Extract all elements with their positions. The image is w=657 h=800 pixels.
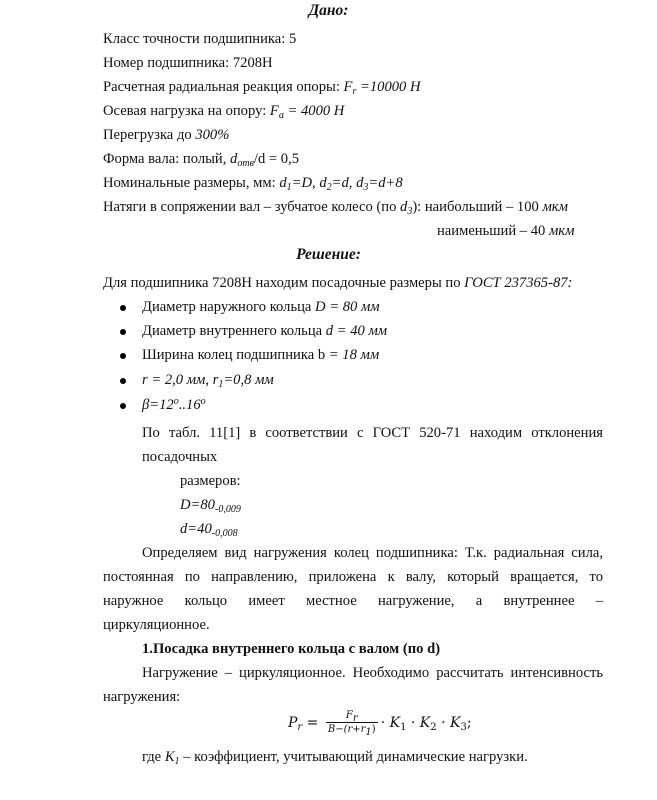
inner-diameter-item: Диаметр внутреннего кольца d = 40 мм (142, 323, 388, 339)
overload-line: Перегрузка до 300% (103, 127, 230, 143)
bullet-dot (120, 329, 126, 335)
shaft-shape-line: Форма вала: полый, $d_{отв}/d = 0,5$ (103, 151, 300, 169)
load-type-line-2: постоянная по направлению, приложена к валу, который вращается, то (103, 569, 603, 585)
table-deviation-line-2: посадочных (142, 449, 218, 465)
sizes-word: размеров: (180, 473, 241, 489)
bullet-dot (120, 305, 126, 311)
bearing-number-line: Номер подшипника: 7208Н (103, 55, 273, 71)
load-intensity-formula: $P_r$ = $\frac{F_r}{B-(r+r_1)}$ · $K_1 \cdot K_2 \cdot K_3$; (288, 710, 472, 738)
radial-load-line: Расчетная радиальная реакция опоры: $F_r =10000$ Н (103, 79, 421, 97)
formula-fraction: $\frac{F_r}{B-(r+r_1)}$ (327, 710, 376, 738)
where-line: где $K_1$ – коэффициент, учитывающий динамические нагрузки. (142, 749, 528, 767)
intro-line: Для подшипника 7208Н находим посадочные размеры по ГОСТ 237365-87: (103, 275, 573, 291)
load-type-line-3: наружное кольцо имеет местное нагружение, а внутреннее – (103, 593, 603, 609)
section-1-heading: 1.Посадка внутреннего кольца с валом (по d) (142, 641, 441, 657)
table-deviation-line: По табл. 11[1] в соответствии с ГОСТ 520-71 находим отклонения (142, 425, 603, 441)
axial-load-line: Осевая нагрузка на опору: $F_a = 4000$ Н (103, 103, 345, 121)
deviation-d: $d=40_{-0,008}$ (180, 521, 238, 539)
beta-item: $\beta=12^o..16^o$ (142, 396, 206, 413)
bullet-dot (120, 403, 126, 409)
solution-heading: Решение: (296, 246, 361, 263)
nominal-sizes-line: Номинальные размеры, мм: $d_1=D$, $d_2=d$, $d_3=d+8$ (103, 175, 403, 193)
circulation-line-2: нагружения: (103, 689, 181, 705)
load-type-line-4: циркуляционное. (103, 617, 210, 633)
tension-line: Натяги в сопряжении вал – зубчатое колесо (по $d_3$): наибольший – 100 мкм (103, 199, 568, 217)
given-heading: Дано: (308, 2, 349, 19)
load-type-line-1: Определяем вид нагружения колец подшипника: Т.к. радиальная сила, (142, 545, 603, 561)
radius-item: r = 2,0 мм, $r_1=0,8$ мм (142, 372, 274, 390)
circulation-line-1: Нагружение – циркуляционное. Необходимо рассчитать интенсивность (142, 665, 603, 681)
accuracy-line: Класс точности подшипника: 5 (103, 31, 297, 47)
tension-min-line: наименьший – 40 мкм (437, 223, 575, 239)
deviation-D: $D=80_{-0,009}$ (180, 497, 241, 515)
ring-width-item: Ширина колец подшипника b = 18 мм (142, 347, 380, 363)
bullet-dot (120, 353, 126, 359)
outer-diameter-item: Диаметр наружного кольца D = 80 мм (142, 299, 380, 315)
bullet-dot (120, 378, 126, 384)
